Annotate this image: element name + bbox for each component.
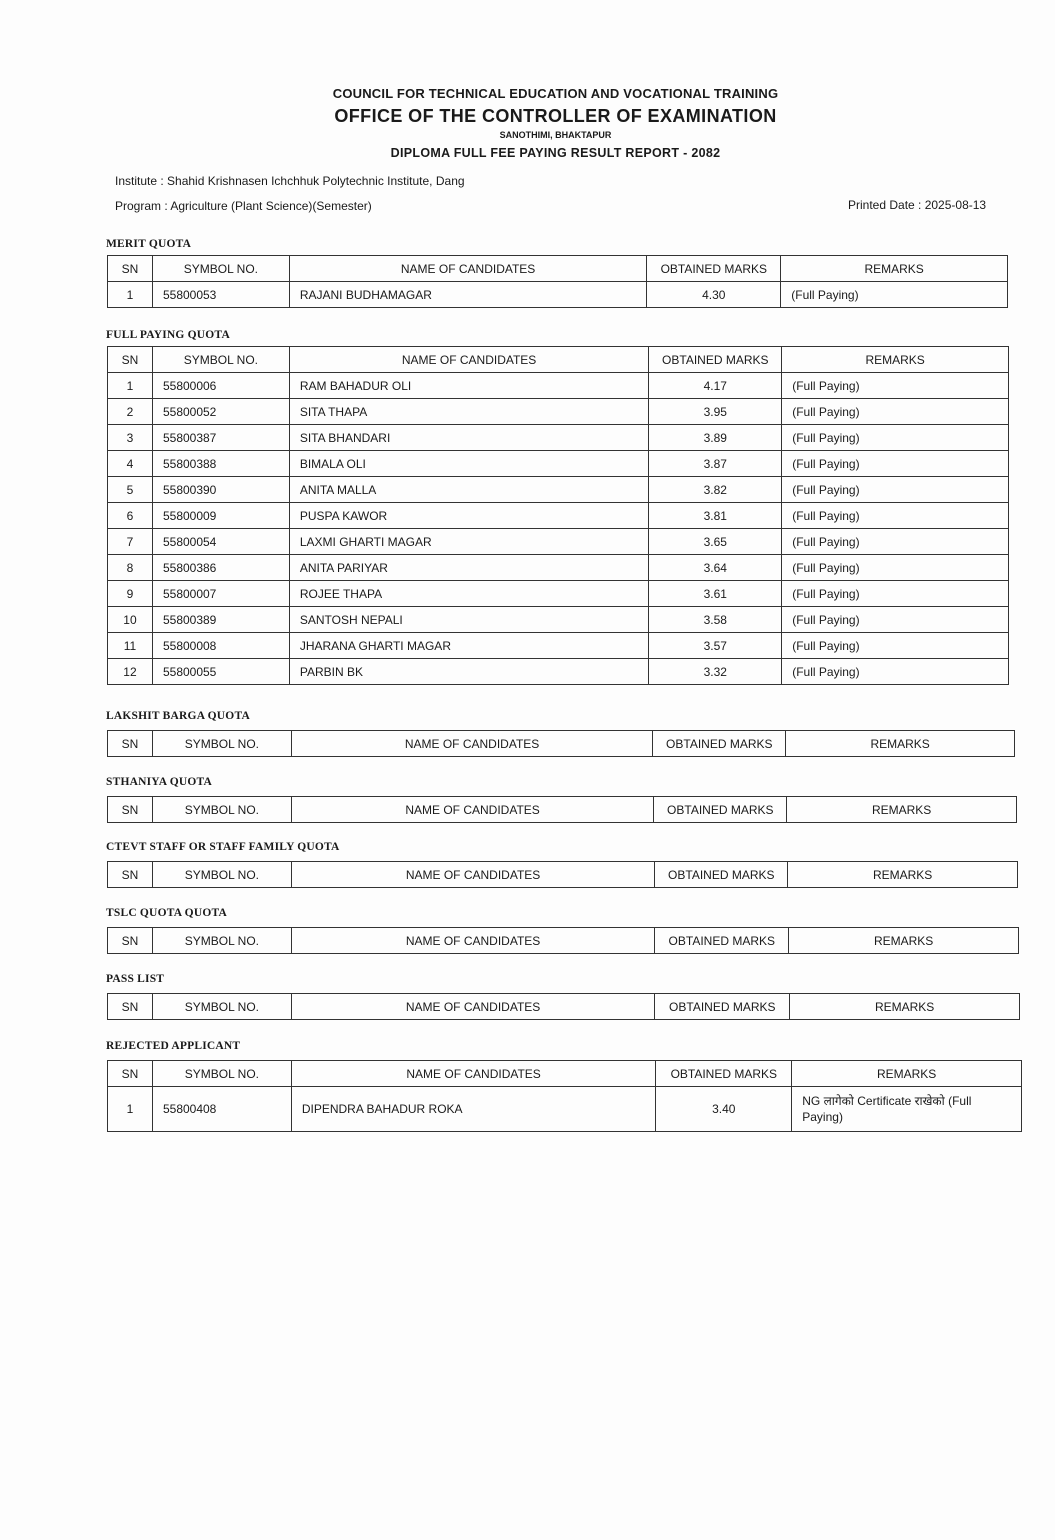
table-row	[108, 373, 1009, 399]
col-remarks-header: REMARKS	[787, 797, 1017, 823]
table-row	[108, 503, 1009, 529]
col-sn-header: SN	[108, 862, 153, 888]
table-header-row	[108, 994, 1020, 1020]
col-remarks-header: REMARKS	[782, 347, 1009, 373]
cell-name: SITA THAPA	[289, 399, 649, 425]
cell-marks: 3.40	[656, 1087, 792, 1132]
cell-sn: 7	[108, 529, 153, 555]
cell-symbol: 55800008	[152, 633, 289, 659]
col-symbol-header: SYMBOL NO.	[152, 862, 291, 888]
pass-list-table	[107, 993, 1020, 1020]
full-paying-quota-table	[107, 346, 1009, 685]
col-remarks-header: REMARKS	[781, 256, 1008, 282]
cell-marks: 3.95	[649, 399, 782, 425]
table-row	[108, 477, 1009, 503]
col-sn-header: SN	[108, 731, 153, 757]
cell-remarks: (Full Paying)	[781, 282, 1008, 308]
cell-remarks: (Full Paying)	[782, 529, 1009, 555]
cell-sn: 10	[108, 607, 153, 633]
section-title-full-paying-quota: FULL PAYING QUOTA	[106, 329, 230, 341]
section-title-merit-quota: MERIT QUOTA	[106, 238, 192, 250]
lakshit-barga-quota-table	[107, 730, 1015, 757]
cell-remarks: (Full Paying)	[782, 399, 1009, 425]
sthaniya-quota-table	[107, 796, 1017, 823]
table-row	[108, 633, 1009, 659]
col-sn-header: SN	[108, 797, 153, 823]
table-header-row	[108, 256, 1008, 282]
cell-symbol: 55800052	[152, 399, 289, 425]
col-symbol-header: SYMBOL NO.	[152, 797, 291, 823]
cell-sn: 2	[108, 399, 153, 425]
rejected-applicant-table	[107, 1060, 1022, 1132]
section-title-ctevt-staff-quota: CTEVT STAFF OR STAFF FAMILY QUOTA	[106, 841, 340, 853]
col-sn-header: SN	[108, 994, 153, 1020]
col-marks-header: OBTAINED MARKS	[655, 862, 788, 888]
col-marks-header: OBTAINED MARKS	[655, 994, 790, 1020]
table-row	[108, 581, 1009, 607]
col-symbol-header: SYMBOL NO.	[152, 1061, 291, 1087]
cell-remarks: (Full Paying)	[782, 373, 1009, 399]
cell-marks: 4.17	[649, 373, 782, 399]
cell-symbol: 55800388	[152, 451, 289, 477]
table-row	[108, 659, 1009, 685]
cell-remarks: (Full Paying)	[782, 503, 1009, 529]
cell-name: PUSPA KAWOR	[289, 503, 649, 529]
cell-symbol: 55800389	[152, 607, 289, 633]
section-title-pass-list: PASS LIST	[106, 973, 165, 985]
col-marks-header: OBTAINED MARKS	[654, 797, 787, 823]
col-marks-header: OBTAINED MARKS	[653, 731, 786, 757]
col-symbol-header: SYMBOL NO.	[152, 731, 291, 757]
table-row	[108, 282, 1008, 308]
cell-symbol: 55800009	[152, 503, 289, 529]
cell-sn: 9	[108, 581, 153, 607]
cell-sn: 4	[108, 451, 153, 477]
cell-name: SITA BHANDARI	[289, 425, 649, 451]
section-title-tslc-quota: TSLC QUOTA QUOTA	[106, 907, 227, 919]
table-header-row	[108, 862, 1018, 888]
section-title-lakshit-barga-quota: LAKSHIT BARGA QUOTA	[106, 710, 250, 722]
cell-name: LAXMI GHARTI MAGAR	[289, 529, 649, 555]
cell-sn: 11	[108, 633, 153, 659]
section-title-sthaniya-quota: STHANIYA QUOTA	[106, 776, 213, 788]
council-title: COUNCIL FOR TECHNICAL EDUCATION AND VOCATIONAL TRAINING	[332, 86, 779, 101]
col-name-header: NAME OF CANDIDATES	[291, 994, 655, 1020]
cell-sn: 1	[108, 373, 153, 399]
col-remarks-header: REMARKS	[788, 862, 1018, 888]
cell-marks: 3.64	[649, 555, 782, 581]
col-symbol-header: SYMBOL NO.	[152, 256, 289, 282]
col-sn-header: SN	[108, 256, 153, 282]
table-header-row	[108, 731, 1015, 757]
table-header-row	[108, 1061, 1022, 1087]
col-symbol-header: SYMBOL NO.	[152, 994, 291, 1020]
report-title: DIPLOMA FULL FEE PAYING RESULT REPORT - 2082	[390, 146, 721, 160]
cell-sn: 1	[108, 282, 153, 308]
cell-symbol: 55800054	[152, 529, 289, 555]
table-row	[108, 425, 1009, 451]
table-header-row	[108, 797, 1017, 823]
col-name-header: NAME OF CANDIDATES	[291, 1061, 656, 1087]
cell-name: BIMALA OLI	[289, 451, 649, 477]
cell-sn: 1	[108, 1087, 153, 1132]
section-title-rejected-applicant: REJECTED APPLICANT	[106, 1040, 241, 1052]
col-sn-header: SN	[108, 1061, 153, 1087]
cell-name: ANITA PARIYAR	[289, 555, 649, 581]
table-header-row	[108, 347, 1009, 373]
cell-remarks: NG लागेको Certificate राखेको (Full Paying)	[792, 1087, 1022, 1132]
col-sn-header: SN	[108, 347, 153, 373]
table-row	[108, 451, 1009, 477]
table-row	[108, 555, 1009, 581]
cell-symbol: 55800053	[152, 282, 289, 308]
table-row	[108, 529, 1009, 555]
office-address: SANOTHIMI, BHAKTAPUR	[499, 130, 612, 140]
cell-name: ANITA MALLA	[289, 477, 649, 503]
cell-remarks: (Full Paying)	[782, 607, 1009, 633]
cell-symbol: 55800386	[152, 555, 289, 581]
cell-marks: 3.32	[649, 659, 782, 685]
col-name-header: NAME OF CANDIDATES	[291, 797, 654, 823]
cell-name: PARBIN BK	[289, 659, 649, 685]
cell-sn: 5	[108, 477, 153, 503]
cell-marks: 4.30	[647, 282, 781, 308]
cell-remarks: (Full Paying)	[782, 451, 1009, 477]
col-name-header: NAME OF CANDIDATES	[291, 731, 653, 757]
col-marks-header: OBTAINED MARKS	[647, 256, 781, 282]
col-marks-header: OBTAINED MARKS	[655, 928, 789, 954]
col-sn-header: SN	[108, 928, 153, 954]
cell-symbol: 55800408	[152, 1087, 291, 1132]
col-marks-header: OBTAINED MARKS	[656, 1061, 792, 1087]
cell-remarks: (Full Paying)	[782, 555, 1009, 581]
col-remarks-header: REMARKS	[792, 1061, 1022, 1087]
col-name-header: NAME OF CANDIDATES	[289, 347, 649, 373]
printed-date: Printed Date : 2025-08-13	[848, 198, 987, 212]
cell-remarks: (Full Paying)	[782, 659, 1009, 685]
col-name-header: NAME OF CANDIDATES	[291, 928, 655, 954]
cell-marks: 3.82	[649, 477, 782, 503]
cell-symbol: 55800006	[152, 373, 289, 399]
cell-marks: 3.81	[649, 503, 782, 529]
cell-marks: 3.87	[649, 451, 782, 477]
col-remarks-header: REMARKS	[786, 731, 1015, 757]
cell-remarks: (Full Paying)	[782, 633, 1009, 659]
col-marks-header: OBTAINED MARKS	[649, 347, 782, 373]
col-name-header: NAME OF CANDIDATES	[291, 862, 655, 888]
col-name-header: NAME OF CANDIDATES	[289, 256, 647, 282]
cell-symbol: 55800390	[152, 477, 289, 503]
cell-marks: 3.57	[649, 633, 782, 659]
cell-name: ROJEE THAPA	[289, 581, 649, 607]
cell-remarks: (Full Paying)	[782, 477, 1009, 503]
cell-marks: 3.58	[649, 607, 782, 633]
cell-name: DIPENDRA BAHADUR ROKA	[291, 1087, 656, 1132]
tslc-quota-table	[107, 927, 1019, 954]
col-symbol-header: SYMBOL NO.	[152, 347, 289, 373]
cell-name: SANTOSH NEPALI	[289, 607, 649, 633]
cell-sn: 3	[108, 425, 153, 451]
cell-symbol: 55800007	[152, 581, 289, 607]
cell-marks: 3.89	[649, 425, 782, 451]
cell-name: RAM BAHADUR OLI	[289, 373, 649, 399]
cell-name: RAJANI BUDHAMAGAR	[289, 282, 647, 308]
table-row	[108, 607, 1009, 633]
cell-symbol: 55800387	[152, 425, 289, 451]
table-row	[108, 1087, 1022, 1132]
cell-sn: 6	[108, 503, 153, 529]
cell-remarks: (Full Paying)	[782, 425, 1009, 451]
table-header-row	[108, 928, 1019, 954]
cell-symbol: 55800055	[152, 659, 289, 685]
col-remarks-header: REMARKS	[789, 928, 1019, 954]
cell-name: JHARANA GHARTI MAGAR	[289, 633, 649, 659]
col-remarks-header: REMARKS	[790, 994, 1020, 1020]
col-symbol-header: SYMBOL NO.	[152, 928, 291, 954]
ctevt-staff-quota-table	[107, 861, 1018, 888]
cell-remarks: (Full Paying)	[782, 581, 1009, 607]
cell-sn: 12	[108, 659, 153, 685]
program-line: Program : Agriculture (Plant Science)(Semester)	[115, 199, 372, 213]
office-title: OFFICE OF THE CONTROLLER OF EXAMINATION	[334, 106, 777, 126]
cell-marks: 3.65	[649, 529, 782, 555]
institute-line: Institute : Shahid Krishnasen Ichchhuk Polytechnic Institute, Dang	[115, 174, 465, 188]
merit-quota-table	[107, 255, 1008, 308]
cell-sn: 8	[108, 555, 153, 581]
table-row	[108, 399, 1009, 425]
cell-marks: 3.61	[649, 581, 782, 607]
